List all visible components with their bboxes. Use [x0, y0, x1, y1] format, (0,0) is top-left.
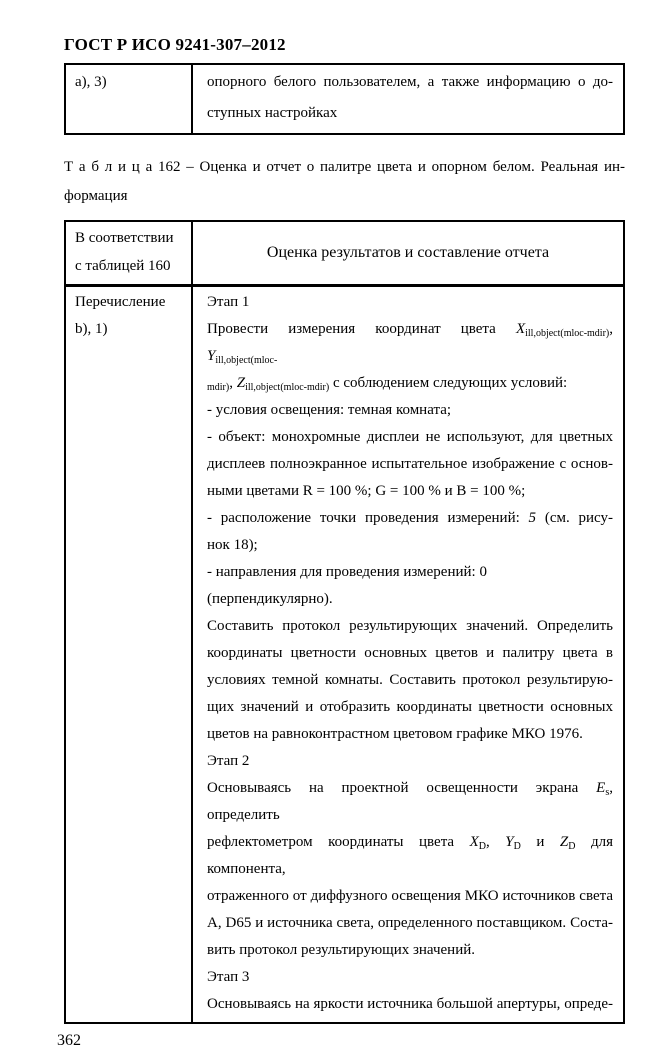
- table-cell-reference: [65, 64, 192, 134]
- text-line: цветов на равноконтрастном цветовом графике МКО 1976.: [207, 726, 583, 742]
- text-line: - направления для проведения измерений: 0 (перпендикулярно).: [207, 564, 487, 607]
- text-line: условиях темной комнаты. Составить протокол результирую-: [207, 672, 613, 688]
- text-line: формация: [64, 188, 128, 204]
- text-line: - расположение точки проведения измерений: 5 (см. рису-: [207, 510, 613, 526]
- table-header-row: [65, 221, 624, 286]
- page-number: 362: [57, 1032, 81, 1049]
- text-line: Составить протокол результирующих значений. Определить: [207, 618, 613, 634]
- text-line: Провести измерения координат цвета $X_{ill,object(mloc-mdir)}$, $Y_{ill,object(mloc-}$: [207, 321, 613, 366]
- table-caption: [64, 153, 625, 211]
- table-cell-content: [192, 286, 624, 1024]
- text-line: A, D65 и источника света, определенного поставщиком. Соста-: [207, 915, 613, 931]
- text-line: дисплеев полноэкранное испытательное изображение с основ-: [207, 456, 613, 472]
- table-row: [65, 64, 624, 134]
- table-cell-content: [192, 64, 624, 134]
- text-line: щих значений и отобразить координаты цветности основных: [207, 699, 613, 715]
- text-line: Этап 3: [207, 969, 250, 985]
- text-line: В соответствии: [75, 230, 174, 246]
- text-line: ступных настройках: [207, 105, 338, 121]
- text-line: рефлектометром координаты цвета $X_D$, $Y_D$ и $Z_D$ для компонента,: [207, 834, 613, 877]
- table-cell-reference: [65, 286, 192, 1024]
- text-line: опорного белого пользователем, а также информацию о до-: [207, 74, 613, 90]
- text-line: $_{mdir)}$, $Z_{ill,object(mloc-mdir)}$ с соблюдением следующих условий:: [207, 375, 568, 393]
- table-continuation: [64, 63, 625, 135]
- text-line: Этап 1: [207, 294, 250, 310]
- text-line: нок 18);: [207, 537, 258, 553]
- text-line: с таблицей 160: [75, 258, 171, 274]
- table-header-cell-evaluation: Оценка результатов и составление отчета: [192, 221, 624, 286]
- text-line: Этап 2: [207, 753, 250, 769]
- text-line: - объект: монохромные дисплеи не используют, для цветных: [207, 429, 613, 445]
- text-line: ными цветами R = 100 %; G = 100 % и B = 100 %;: [207, 483, 526, 499]
- text-line: - условия освещения: темная комната;: [207, 402, 452, 418]
- table-header-cell-reference: [65, 221, 192, 286]
- text-line: b), 1): [75, 321, 108, 337]
- text-line: Т а б л и ц а 162 – Оценка и отчет о палитре цвета и опорном белом. Реальная ин-: [64, 159, 625, 175]
- text-line: отраженного от диффузного освещения МКО источников света: [207, 888, 613, 904]
- text-line: Перечисление: [75, 294, 166, 310]
- text-line: координаты цветности основных цветов и палитру цвета в: [207, 645, 613, 661]
- table-162: [64, 220, 625, 1024]
- table-row: [65, 286, 624, 1024]
- text-line: Основываясь на проектной освещенности экрана $E_s$, определить: [207, 780, 613, 823]
- text-line: а), 3): [75, 74, 107, 90]
- page-title: ГОСТ Р ИСО 9241-307–2012: [64, 35, 286, 54]
- text-line: Основываясь на яркости источника большой апертуры, опреде-: [207, 996, 613, 1012]
- text-line: вить протокол результирующих значений.: [207, 942, 476, 958]
